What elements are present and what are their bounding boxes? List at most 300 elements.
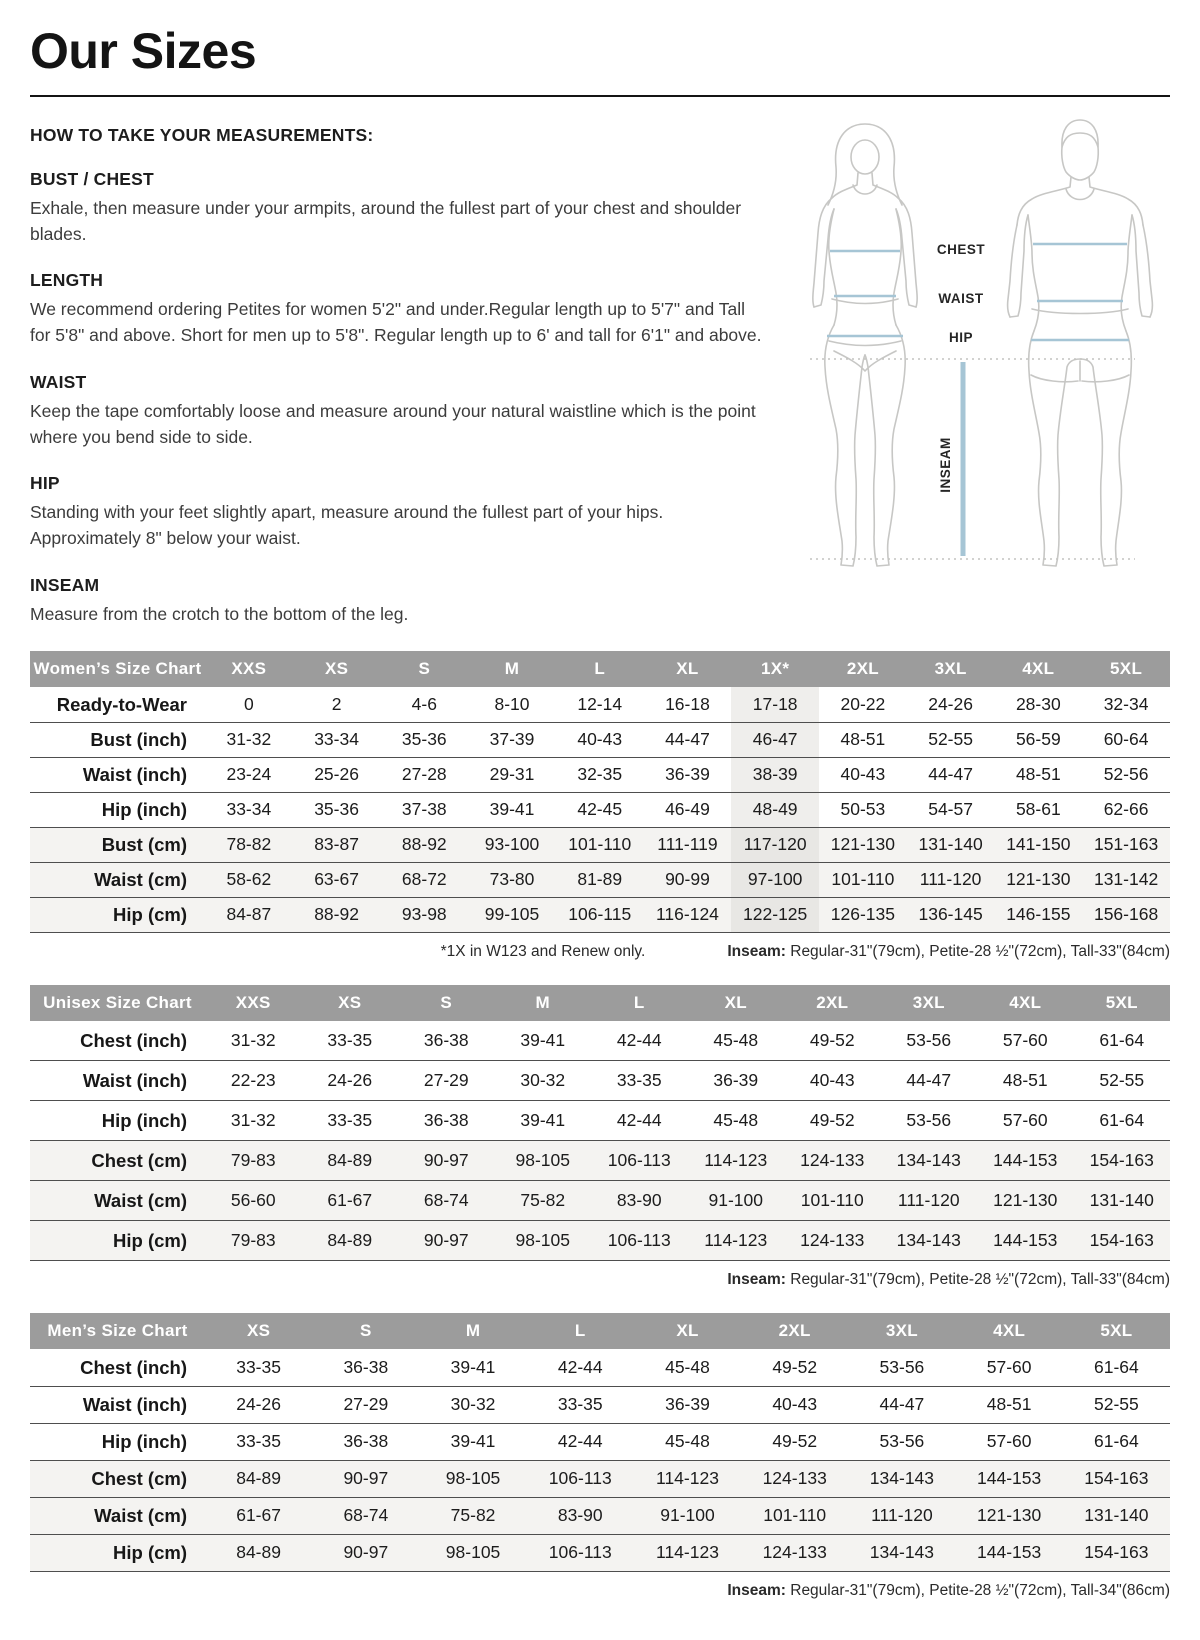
size-value-cell: 48-51 <box>819 722 907 757</box>
size-value-cell: 121-130 <box>994 862 1082 897</box>
size-value-cell: 33-35 <box>302 1021 399 1061</box>
table-row <box>30 757 1170 792</box>
size-value-cell: 2 <box>293 687 381 722</box>
size-column-header: S <box>398 985 495 1021</box>
size-value-cell: 58-62 <box>205 862 293 897</box>
size-value-cell: 61-64 <box>1063 1423 1170 1460</box>
size-value-cell: 131-140 <box>1063 1497 1170 1534</box>
size-value-cell: 42-44 <box>527 1423 634 1460</box>
size-value-cell: 111-119 <box>644 827 732 862</box>
size-value-cell: 93-100 <box>468 827 556 862</box>
size-value-cell: 24-26 <box>907 687 995 722</box>
size-value-cell: 48-51 <box>977 1061 1074 1101</box>
size-value-cell: 42-44 <box>591 1021 688 1061</box>
size-value-cell: 61-64 <box>1074 1021 1171 1061</box>
size-value-cell: 36-38 <box>312 1423 419 1460</box>
size-value-cell: 37-39 <box>468 722 556 757</box>
size-column-header: M <box>419 1313 526 1349</box>
size-value-cell: 45-48 <box>634 1423 741 1460</box>
size-value-cell: 46-49 <box>644 792 732 827</box>
size-value-cell: 126-135 <box>819 897 907 932</box>
size-column-header: S <box>380 651 468 687</box>
size-column-header: L <box>591 985 688 1021</box>
size-column-header: XXS <box>205 985 302 1021</box>
size-column-header: 5XL <box>1063 1313 1170 1349</box>
size-column-header: 2XL <box>784 985 881 1021</box>
size-value-cell: 40-43 <box>784 1061 881 1101</box>
size-value-cell: 31-32 <box>205 722 293 757</box>
size-value-cell: 50-53 <box>819 792 907 827</box>
size-value-cell: 121-130 <box>977 1181 1074 1221</box>
size-value-cell: 106-115 <box>556 897 644 932</box>
size-value-cell: 116-124 <box>644 897 732 932</box>
size-value-cell: 79-83 <box>205 1221 302 1261</box>
size-value-cell: 52-55 <box>907 722 995 757</box>
size-column-header: 3XL <box>881 985 978 1021</box>
size-value-cell: 83-90 <box>527 1497 634 1534</box>
size-value-cell: 88-92 <box>380 827 468 862</box>
table-title: Men’s Size Chart <box>30 1313 205 1349</box>
footnote-inseam-text: Regular-31"(79cm), Petite-28 ½"(72cm), Tall-34"(86cm) <box>785 1581 1170 1599</box>
table-row <box>30 687 1170 722</box>
size-value-cell: 52-55 <box>1063 1386 1170 1423</box>
table-row <box>30 1021 1170 1061</box>
size-value-cell: 124-133 <box>784 1221 881 1261</box>
size-value-cell: 48-51 <box>956 1386 1063 1423</box>
section-label-length: LENGTH <box>30 270 104 291</box>
size-value-cell: 20-22 <box>819 687 907 722</box>
size-value-cell: 144-153 <box>977 1221 1074 1261</box>
womens-size-chart-section <box>30 651 1170 961</box>
size-value-cell: 121-130 <box>819 827 907 862</box>
size-value-cell: 106-113 <box>591 1141 688 1181</box>
size-column-header: M <box>495 985 592 1021</box>
size-value-cell: 30-32 <box>495 1061 592 1101</box>
size-value-cell: 121-130 <box>956 1497 1063 1534</box>
row-label: Waist (cm) <box>30 862 205 897</box>
footnote-inseam-women <box>727 943 1170 961</box>
size-column-header: XS <box>293 651 381 687</box>
size-value-cell: 49-52 <box>784 1101 881 1141</box>
size-value-cell: 57-60 <box>956 1423 1063 1460</box>
footnote-inseam-men <box>727 1582 1170 1600</box>
table-row <box>30 1101 1170 1141</box>
unisex-chart-footnotes <box>30 1271 1170 1289</box>
row-label: Waist (cm) <box>30 1181 205 1221</box>
size-value-cell: 154-163 <box>1074 1141 1171 1181</box>
size-value-cell: 146-155 <box>994 897 1082 932</box>
size-value-cell: 154-163 <box>1063 1534 1170 1571</box>
size-value-cell: 33-35 <box>591 1061 688 1101</box>
size-value-cell: 45-48 <box>688 1021 785 1061</box>
size-value-cell: 61-64 <box>1063 1349 1170 1386</box>
table-row <box>30 1497 1170 1534</box>
table-row <box>30 1349 1170 1386</box>
size-value-cell: 0 <box>205 687 293 722</box>
size-value-cell: 114-123 <box>688 1141 785 1181</box>
size-value-cell: 49-52 <box>741 1349 848 1386</box>
womens-chart-footnotes <box>30 943 1170 961</box>
size-value-cell: 134-143 <box>848 1534 955 1571</box>
size-value-cell: 61-67 <box>302 1181 399 1221</box>
size-value-cell: 151-163 <box>1082 827 1170 862</box>
table-row <box>30 897 1170 932</box>
size-value-cell: 93-98 <box>380 897 468 932</box>
size-value-cell: 134-143 <box>881 1141 978 1181</box>
size-value-cell: 36-38 <box>398 1101 495 1141</box>
size-value-cell: 31-32 <box>205 1021 302 1061</box>
size-value-cell: 42-44 <box>527 1349 634 1386</box>
size-column-header: 2XL <box>819 651 907 687</box>
size-value-cell: 23-24 <box>205 757 293 792</box>
size-value-cell: 62-66 <box>1082 792 1170 827</box>
row-label: Hip (inch) <box>30 1423 205 1460</box>
size-value-cell: 90-97 <box>312 1534 419 1571</box>
size-value-cell: 4-6 <box>380 687 468 722</box>
size-value-cell: 101-110 <box>819 862 907 897</box>
measurement-guide <box>30 119 1170 627</box>
size-value-cell: 90-97 <box>312 1460 419 1497</box>
size-value-cell: 44-47 <box>848 1386 955 1423</box>
size-value-cell: 99-105 <box>468 897 556 932</box>
size-value-cell: 40-43 <box>556 722 644 757</box>
size-value-cell: 36-39 <box>634 1386 741 1423</box>
size-column-header: XL <box>634 1313 741 1349</box>
size-column-header: XL <box>644 651 732 687</box>
size-column-header: XS <box>205 1313 312 1349</box>
size-value-cell: 22-23 <box>205 1061 302 1101</box>
size-value-cell: 45-48 <box>688 1101 785 1141</box>
size-value-cell: 36-39 <box>644 757 732 792</box>
table-title: Women’s Size Chart <box>30 651 205 687</box>
size-value-cell: 17-18 <box>731 687 819 722</box>
size-value-cell: 33-35 <box>527 1386 634 1423</box>
size-value-cell: 106-113 <box>591 1221 688 1261</box>
table-row <box>30 1221 1170 1261</box>
size-value-cell: 57-60 <box>977 1021 1074 1061</box>
section-text-hip: Standing with your feet slightly apart, measure around the fullest part of your hips. Approximately 8" below your waist. <box>30 502 664 549</box>
size-column-header: XXS <box>205 651 293 687</box>
mens-size-chart-table <box>30 1313 1170 1572</box>
size-value-cell: 124-133 <box>784 1141 881 1181</box>
row-label: Bust (cm) <box>30 827 205 862</box>
size-value-cell: 111-120 <box>848 1497 955 1534</box>
size-value-cell: 25-26 <box>293 757 381 792</box>
size-value-cell: 36-39 <box>688 1061 785 1101</box>
size-value-cell: 114-123 <box>634 1534 741 1571</box>
chest-label: CHEST <box>936 242 986 257</box>
size-value-cell: 124-133 <box>741 1534 848 1571</box>
row-label: Chest (inch) <box>30 1021 205 1061</box>
size-value-cell: 144-153 <box>956 1460 1063 1497</box>
size-value-cell: 81-89 <box>556 862 644 897</box>
size-column-header: S <box>312 1313 419 1349</box>
size-value-cell: 44-47 <box>881 1061 978 1101</box>
hip-label: HIP <box>948 330 974 345</box>
size-value-cell: 24-26 <box>205 1386 312 1423</box>
size-value-cell: 57-60 <box>956 1349 1063 1386</box>
row-label: Bust (inch) <box>30 722 205 757</box>
size-value-cell: 54-57 <box>907 792 995 827</box>
table-row <box>30 1181 1170 1221</box>
row-label: Hip (cm) <box>30 1221 205 1261</box>
size-value-cell: 33-35 <box>302 1101 399 1141</box>
size-column-header: 3XL <box>848 1313 955 1349</box>
size-value-cell: 48-49 <box>731 792 819 827</box>
size-value-cell: 42-44 <box>591 1101 688 1141</box>
section-text-length: We recommend ordering Petites for women 5'2" and under.Regular length up to 5'7" and Tall for 5'8" and above. Short for men up to 5'8". Regular length up to 6' and tall for 6'1" and above. <box>30 299 762 346</box>
size-column-header: 3XL <box>907 651 995 687</box>
size-column-header: L <box>556 651 644 687</box>
size-value-cell: 53-56 <box>881 1021 978 1061</box>
table-row <box>30 1141 1170 1181</box>
size-value-cell: 52-55 <box>1074 1061 1171 1101</box>
size-value-cell: 79-83 <box>205 1141 302 1181</box>
female-figure-outline <box>813 124 917 566</box>
footnote-inseam-unisex <box>727 1271 1170 1289</box>
size-value-cell: 53-56 <box>848 1349 955 1386</box>
size-value-cell: 131-140 <box>907 827 995 862</box>
size-value-cell: 114-123 <box>688 1221 785 1261</box>
size-value-cell: 35-36 <box>380 722 468 757</box>
size-value-cell: 39-41 <box>419 1349 526 1386</box>
male-figure-outline <box>1008 120 1153 566</box>
size-value-cell: 154-163 <box>1063 1460 1170 1497</box>
size-value-cell: 106-113 <box>527 1460 634 1497</box>
size-value-cell: 16-18 <box>644 687 732 722</box>
size-value-cell: 90-97 <box>398 1141 495 1181</box>
row-label: Ready-to-Wear <box>30 687 205 722</box>
unisex-size-chart-table <box>30 985 1170 1262</box>
footnote-inseam-prefix: Inseam: <box>727 942 786 960</box>
table-title: Unisex Size Chart <box>30 985 205 1021</box>
row-label: Hip (cm) <box>30 1534 205 1571</box>
size-value-cell: 52-56 <box>1082 757 1170 792</box>
size-value-cell: 30-32 <box>419 1386 526 1423</box>
size-value-cell: 39-41 <box>419 1423 526 1460</box>
footnote-inseam-text: Regular-31"(79cm), Petite-28 ½"(72cm), Tall-33"(84cm) <box>785 1271 1170 1289</box>
size-column-header: 2XL <box>741 1313 848 1349</box>
size-column-header: 1X* <box>731 651 819 687</box>
size-value-cell: 27-29 <box>312 1386 419 1423</box>
size-value-cell: 48-51 <box>994 757 1082 792</box>
table-row <box>30 792 1170 827</box>
size-column-header: 4XL <box>994 651 1082 687</box>
size-value-cell: 111-120 <box>907 862 995 897</box>
size-value-cell: 49-52 <box>784 1021 881 1061</box>
unisex-size-chart-section <box>30 985 1170 1290</box>
row-label: Hip (inch) <box>30 1101 205 1141</box>
size-value-cell: 37-38 <box>380 792 468 827</box>
size-value-cell: 83-87 <box>293 827 381 862</box>
body-figures-illustration <box>770 113 1170 583</box>
mens-size-chart-section <box>30 1313 1170 1600</box>
size-column-header: 5XL <box>1082 651 1170 687</box>
size-value-cell: 117-120 <box>731 827 819 862</box>
row-label: Waist (inch) <box>30 1386 205 1423</box>
size-value-cell: 33-35 <box>205 1349 312 1386</box>
size-value-cell: 75-82 <box>495 1181 592 1221</box>
size-value-cell: 144-153 <box>956 1534 1063 1571</box>
size-value-cell: 61-64 <box>1074 1101 1171 1141</box>
size-value-cell: 35-36 <box>293 792 381 827</box>
size-value-cell: 144-153 <box>977 1141 1074 1181</box>
table-row <box>30 862 1170 897</box>
section-label-bust-chest: BUST / CHEST <box>30 169 154 189</box>
size-value-cell: 134-143 <box>848 1460 955 1497</box>
size-value-cell: 46-47 <box>731 722 819 757</box>
size-value-cell: 39-41 <box>495 1101 592 1141</box>
footnote-inseam-prefix: Inseam: <box>727 1271 786 1289</box>
size-value-cell: 106-113 <box>527 1534 634 1571</box>
row-label: Waist (inch) <box>30 1061 205 1101</box>
size-value-cell: 78-82 <box>205 827 293 862</box>
size-value-cell: 84-89 <box>205 1534 312 1571</box>
size-value-cell: 141-150 <box>994 827 1082 862</box>
table-row <box>30 1061 1170 1101</box>
size-value-cell: 32-34 <box>1082 687 1170 722</box>
table-row <box>30 722 1170 757</box>
size-value-cell: 97-100 <box>731 862 819 897</box>
size-value-cell: 114-123 <box>634 1460 741 1497</box>
size-column-header: XS <box>302 985 399 1021</box>
size-value-cell: 68-74 <box>398 1181 495 1221</box>
size-value-cell: 84-89 <box>205 1460 312 1497</box>
size-value-cell: 98-105 <box>419 1534 526 1571</box>
section-text-inseam: Measure from the crotch to the bottom of the leg. <box>30 603 409 624</box>
size-value-cell: 33-34 <box>293 722 381 757</box>
row-label: Waist (cm) <box>30 1497 205 1534</box>
size-value-cell: 136-145 <box>907 897 995 932</box>
row-label: Waist (inch) <box>30 757 205 792</box>
size-value-cell: 73-80 <box>468 862 556 897</box>
size-column-header: L <box>527 1313 634 1349</box>
table-row <box>30 827 1170 862</box>
footnote-inseam-text: Regular-31"(79cm), Petite-28 ½"(72cm), Tall-33"(84cm) <box>785 942 1170 960</box>
size-value-cell: 101-110 <box>556 827 644 862</box>
size-value-cell: 68-74 <box>312 1497 419 1534</box>
size-value-cell: 124-133 <box>741 1460 848 1497</box>
size-value-cell: 44-47 <box>907 757 995 792</box>
size-value-cell: 84-89 <box>302 1141 399 1181</box>
size-value-cell: 38-39 <box>731 757 819 792</box>
table-row <box>30 1423 1170 1460</box>
size-value-cell: 33-35 <box>205 1423 312 1460</box>
size-value-cell: 31-32 <box>205 1101 302 1141</box>
size-value-cell: 131-140 <box>1074 1181 1171 1221</box>
size-value-cell: 56-60 <box>205 1181 302 1221</box>
size-value-cell: 68-72 <box>380 862 468 897</box>
size-value-cell: 12-14 <box>556 687 644 722</box>
size-column-header: 4XL <box>956 1313 1063 1349</box>
size-value-cell: 29-31 <box>468 757 556 792</box>
size-value-cell: 57-60 <box>977 1101 1074 1141</box>
size-value-cell: 53-56 <box>881 1101 978 1141</box>
size-value-cell: 61-67 <box>205 1497 312 1534</box>
size-value-cell: 101-110 <box>784 1181 881 1221</box>
size-value-cell: 84-89 <box>302 1221 399 1261</box>
womens-size-chart-table <box>30 651 1170 933</box>
measurement-diagram <box>770 113 1170 627</box>
size-value-cell: 39-41 <box>495 1021 592 1061</box>
size-value-cell: 24-26 <box>302 1061 399 1101</box>
size-value-cell: 63-67 <box>293 862 381 897</box>
size-value-cell: 44-47 <box>644 722 732 757</box>
size-column-header: 4XL <box>977 985 1074 1021</box>
size-column-header: M <box>468 651 556 687</box>
size-value-cell: 40-43 <box>741 1386 848 1423</box>
instructions-heading: HOW TO TAKE YOUR MEASUREMENTS: <box>30 125 374 145</box>
size-value-cell: 90-97 <box>398 1221 495 1261</box>
size-value-cell: 42-45 <box>556 792 644 827</box>
title-divider <box>30 95 1170 97</box>
size-value-cell: 122-125 <box>731 897 819 932</box>
size-value-cell: 8-10 <box>468 687 556 722</box>
section-label-waist: WAIST <box>30 371 87 392</box>
size-value-cell: 53-56 <box>848 1423 955 1460</box>
footnote-1x-note: *1X in W123 and Renew only. <box>440 942 646 960</box>
size-value-cell: 134-143 <box>881 1221 978 1261</box>
mens-chart-footnotes <box>30 1582 1170 1600</box>
size-value-cell: 98-105 <box>419 1460 526 1497</box>
size-value-cell: 58-61 <box>994 792 1082 827</box>
size-value-cell: 56-59 <box>994 722 1082 757</box>
size-value-cell: 40-43 <box>819 757 907 792</box>
row-label: Hip (cm) <box>30 897 205 932</box>
size-value-cell: 28-30 <box>994 687 1082 722</box>
size-value-cell: 84-87 <box>205 897 293 932</box>
size-value-cell: 101-110 <box>741 1497 848 1534</box>
size-value-cell: 98-105 <box>495 1221 592 1261</box>
size-value-cell: 32-35 <box>556 757 644 792</box>
inseam-label: INSEAM <box>938 437 953 493</box>
measurement-instructions <box>30 119 770 627</box>
row-label: Chest (cm) <box>30 1460 205 1497</box>
size-column-header: 5XL <box>1074 985 1171 1021</box>
section-label-hip: HIP <box>30 473 60 494</box>
section-text-bust-chest: Exhale, then measure under your armpits, around the fullest part of your chest and shoulder blades. <box>30 198 742 244</box>
row-label: Chest (inch) <box>30 1349 205 1386</box>
size-value-cell: 36-38 <box>398 1021 495 1061</box>
size-value-cell: 90-99 <box>644 862 732 897</box>
section-text-waist: Keep the tape comfortably loose and measure around your natural waistline which is the point where you bend side to side. <box>30 400 756 447</box>
size-value-cell: 60-64 <box>1082 722 1170 757</box>
size-value-cell: 154-163 <box>1074 1221 1171 1261</box>
size-column-header: XL <box>688 985 785 1021</box>
size-value-cell: 49-52 <box>741 1423 848 1460</box>
header-row <box>30 1313 1170 1349</box>
table-row <box>30 1460 1170 1497</box>
size-value-cell: 75-82 <box>419 1497 526 1534</box>
size-value-cell: 91-100 <box>688 1181 785 1221</box>
size-value-cell: 27-28 <box>380 757 468 792</box>
size-value-cell: 91-100 <box>634 1497 741 1534</box>
size-value-cell: 27-29 <box>398 1061 495 1101</box>
size-value-cell: 156-168 <box>1082 897 1170 932</box>
size-value-cell: 111-120 <box>881 1181 978 1221</box>
table-row <box>30 1386 1170 1423</box>
size-value-cell: 83-90 <box>591 1181 688 1221</box>
row-label: Chest (cm) <box>30 1141 205 1181</box>
row-label: Hip (inch) <box>30 792 205 827</box>
size-value-cell: 88-92 <box>293 897 381 932</box>
size-value-cell: 39-41 <box>468 792 556 827</box>
section-label-inseam: INSEAM <box>30 574 100 595</box>
size-value-cell: 36-38 <box>312 1349 419 1386</box>
table-row <box>30 1534 1170 1571</box>
page-title: Our Sizes <box>30 23 257 79</box>
size-value-cell: 45-48 <box>634 1349 741 1386</box>
